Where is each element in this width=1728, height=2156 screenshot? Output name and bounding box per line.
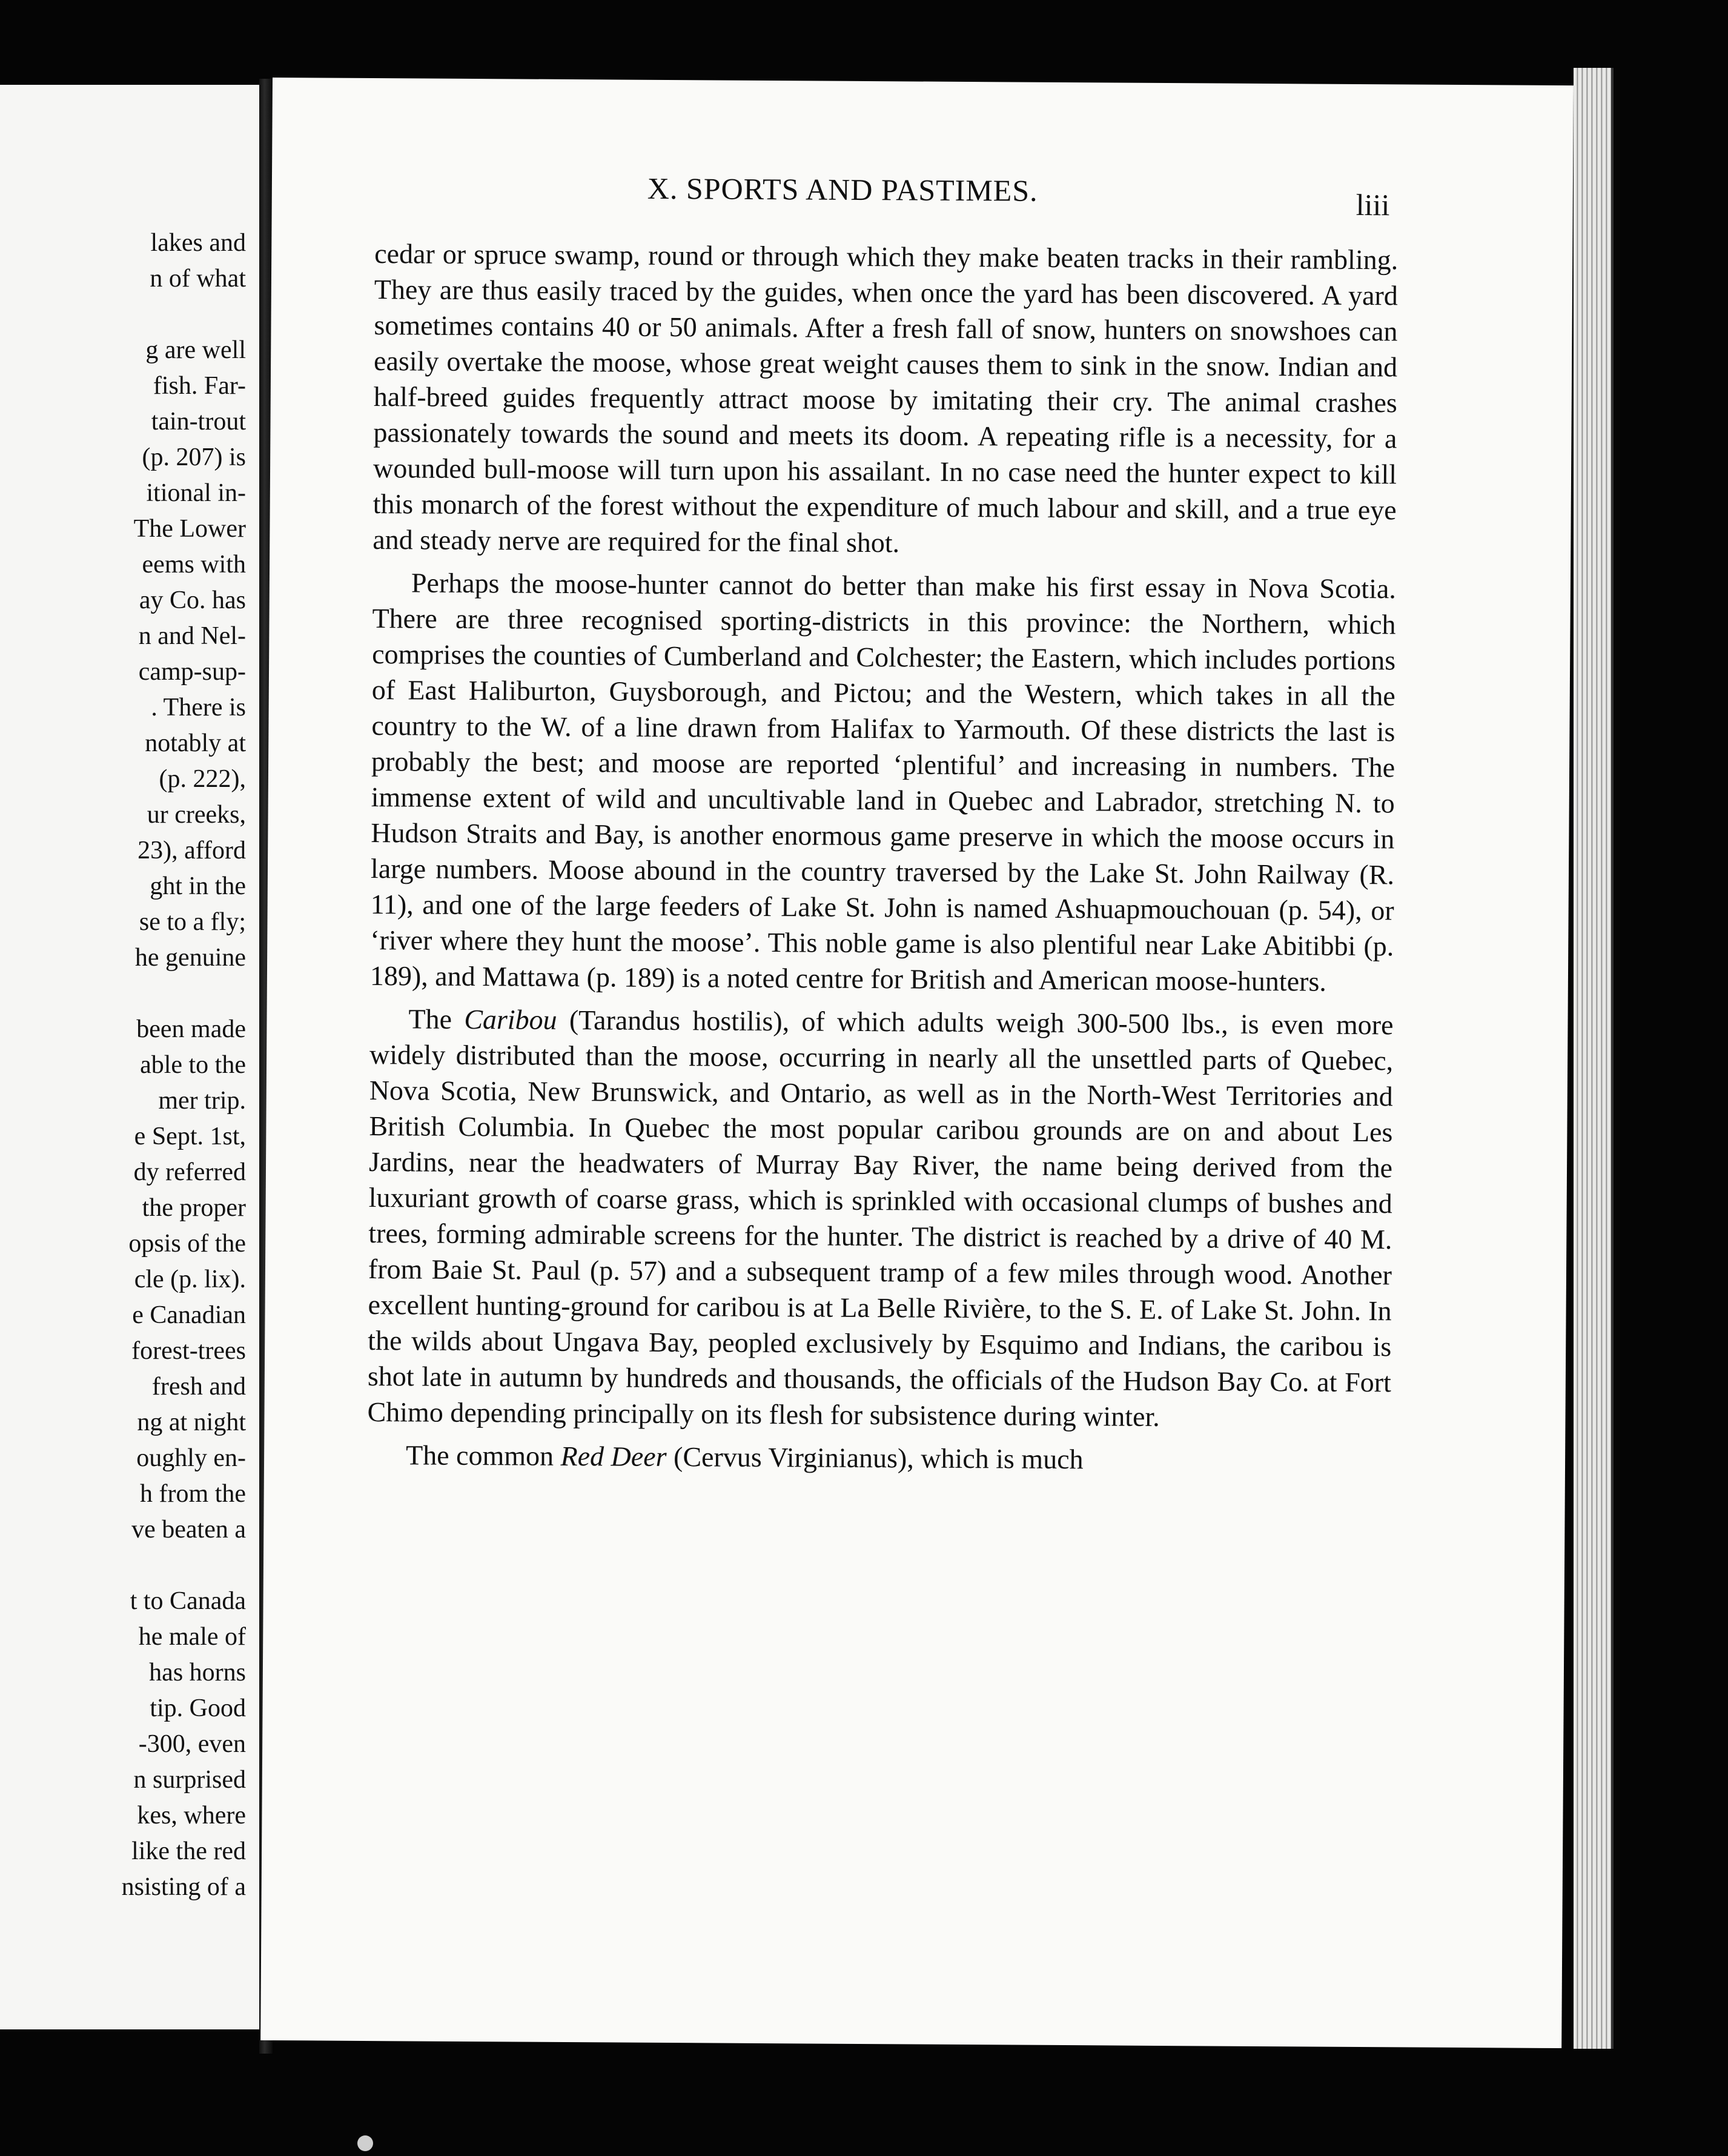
facing-page-line: e Canadian xyxy=(132,1301,246,1329)
facing-page-line: ng at night xyxy=(137,1408,246,1436)
facing-page-line xyxy=(122,1548,246,1584)
facing-page-line: n of what xyxy=(150,265,246,293)
book-page-right xyxy=(260,78,1574,2048)
facing-page-line: t to Canada xyxy=(130,1587,246,1615)
facing-page-line: eems with xyxy=(142,551,246,579)
facing-page-line: mer trip. xyxy=(158,1087,246,1115)
page-stack-edges xyxy=(1574,68,1614,2049)
facing-page-left xyxy=(0,85,263,2029)
facing-page-line: been made xyxy=(136,1015,246,1043)
text-run: Perhaps the moose-hunter cannot do better than make his first essay in Nova Scotia. There are three recognised sporting-districts in this province: the Northern, which comprises the counties of Cumberland and Colchester; the Eastern, which includes portions of East Haliburton, Guysborough, and Pictou; and the Western, which takes in all the country to the W. of a line drawn from Halifax to Yarmouth. Of these districts the last is probably the best; and moose are reported ‘plentiful’ and increasing in numbers. The immense extent of wild and uncultivable land in Quebec and Labrador, stretching N. to Hudson Straits and Bay, is another enormous game preserve in which the moose occurs in large numbers. Moose abound in the country traversed by the Lake St. John Railway (R. 11), and one of the large feeders of Lake St. John is named Ashuapmouchouan (p. 54), or ‘river where they hunt the moose’. This noble game is also plentiful near Lake Abitibbi (p. 189), and Mattawa (p. 189) is a noted centre for British and American moose-hunters. xyxy=(369,567,1397,997)
facing-page-line: like the red xyxy=(131,1837,246,1865)
facing-page-line: dy referred xyxy=(133,1158,246,1186)
facing-page-line: ve beaten a xyxy=(131,1516,246,1544)
facing-page-line: notably at xyxy=(145,729,246,757)
paragraph xyxy=(370,565,1396,1000)
facing-page-line: he male of xyxy=(138,1623,246,1651)
text-run: The common xyxy=(405,1439,561,1471)
text-run: The xyxy=(408,1003,465,1035)
paragraph xyxy=(367,1437,1391,1479)
text-run: (Tarandus hostilis), of which adults weigh 300-500 lbs., is even more widely distributed than the moose, occurring in nearly all the unsettled parts of Quebec, Nova Scotia, New Brunswick, and Ontario, as well as in the North-West Territories and British Columbia. In Quebec the most popular caribou grounds are on and about Les Jardins, near the headwaters of Murray Bay River, the name being derived from the luxuriant growth of coarse grass, which is sprinkled with occasional clumps of bushes and trees, forming admirable screens for the hunter. The district is reached by a drive of 40 M. from Baie St. Paul (p. 57) and a subsequent tramp of a few miles through wood. Another excellent hunting-ground for caribou is at La Belle Rivière, to the S. E. of Lake St. John. In the wilds about Ungava Bay, peopled exclusively by Esquimo and Indians, the caribou is shot late in autumn by hundreds and thousands, the officials of the Hudson Bay Co. at Fort Chimo depending principally on its flesh for subsistence during winter. xyxy=(367,1004,1394,1432)
facing-page-line: nsisting of a xyxy=(121,1873,246,1901)
italic-term: Red Deer xyxy=(560,1440,667,1473)
scan-speck xyxy=(357,2135,373,2151)
facing-page-line: The Lower xyxy=(133,515,246,543)
facing-page-line: -300, even xyxy=(138,1730,246,1758)
facing-page-line: has horns xyxy=(149,1659,246,1687)
facing-page-line: n and Nel- xyxy=(138,622,246,650)
facing-page-line: opsis of the xyxy=(128,1230,246,1258)
text-run: (Cervus Virginianus), which is much xyxy=(666,1441,1084,1475)
facing-page-line: g are well xyxy=(145,336,246,364)
facing-page-line xyxy=(122,297,246,333)
facing-page-text-fragments xyxy=(122,225,246,1905)
facing-page-line: ay Co. has xyxy=(139,586,246,614)
italic-term: Caribou xyxy=(464,1003,557,1035)
facing-page-line: 23), afford xyxy=(137,837,246,864)
facing-page-line: h from the xyxy=(140,1480,246,1508)
facing-page-line: (p. 207) is xyxy=(142,443,246,471)
facing-page-line: ur creeks, xyxy=(147,801,246,829)
facing-page-line: ght in the xyxy=(150,872,246,900)
facing-page-line: the proper xyxy=(142,1194,246,1222)
paragraph xyxy=(372,236,1398,563)
facing-page-line: tain-trout xyxy=(151,408,246,436)
facing-page-line: tip. Good xyxy=(150,1694,246,1722)
facing-page-line: fish. Far- xyxy=(153,372,246,400)
facing-page-line: e Sept. 1st, xyxy=(134,1123,246,1150)
facing-page-line: forest-trees xyxy=(131,1337,246,1365)
facing-page-line: he genuine xyxy=(134,944,246,972)
running-head: X. SPORTS AND PASTIMES. xyxy=(647,171,1038,208)
facing-page-line: cle (p. lix). xyxy=(134,1265,246,1293)
facing-page-line: (p. 222), xyxy=(159,765,246,793)
facing-page-line: itional in- xyxy=(146,479,246,507)
text-run: cedar or spruce swamp, round or through which they make beaten tracks in their rambling. They are thus easily traced by the guides, when once the yard has been discovered. A yard sometimes contains 40 or 50 animals. After a fresh fall of snow, hunters on snowshoes can easily overtake the moose, whose great weight causes them to sink in the snow. Indian and half-breed guides frequently attract moose by imitating their cry. The animal crashes passionately towards the sound and meets its doom. A repeating rifle is a necessity, for a wounded bull-moose will turn upon his assailant. In no case need the hunter expect to kill this monarch of the forest without the expenditure of much labour and skill, and a true eye and steady nerve are required for the final shot. xyxy=(372,238,1399,559)
facing-page-line: oughly en- xyxy=(136,1444,246,1472)
facing-page-line: camp-sup- xyxy=(138,658,246,686)
facing-page-line: n surprised xyxy=(133,1766,246,1794)
body-text xyxy=(367,236,1398,1479)
facing-page-line: se to a fly; xyxy=(139,908,246,936)
facing-page-line: . There is xyxy=(151,694,246,721)
paragraph xyxy=(367,1001,1393,1436)
facing-page-line: lakes and xyxy=(150,229,246,257)
facing-page-line: kes, where xyxy=(137,1802,246,1829)
facing-page-line: fresh and xyxy=(151,1373,246,1401)
facing-page-line xyxy=(122,976,246,1012)
page-number: liii xyxy=(1356,187,1390,222)
facing-page-line: able to the xyxy=(140,1051,246,1079)
